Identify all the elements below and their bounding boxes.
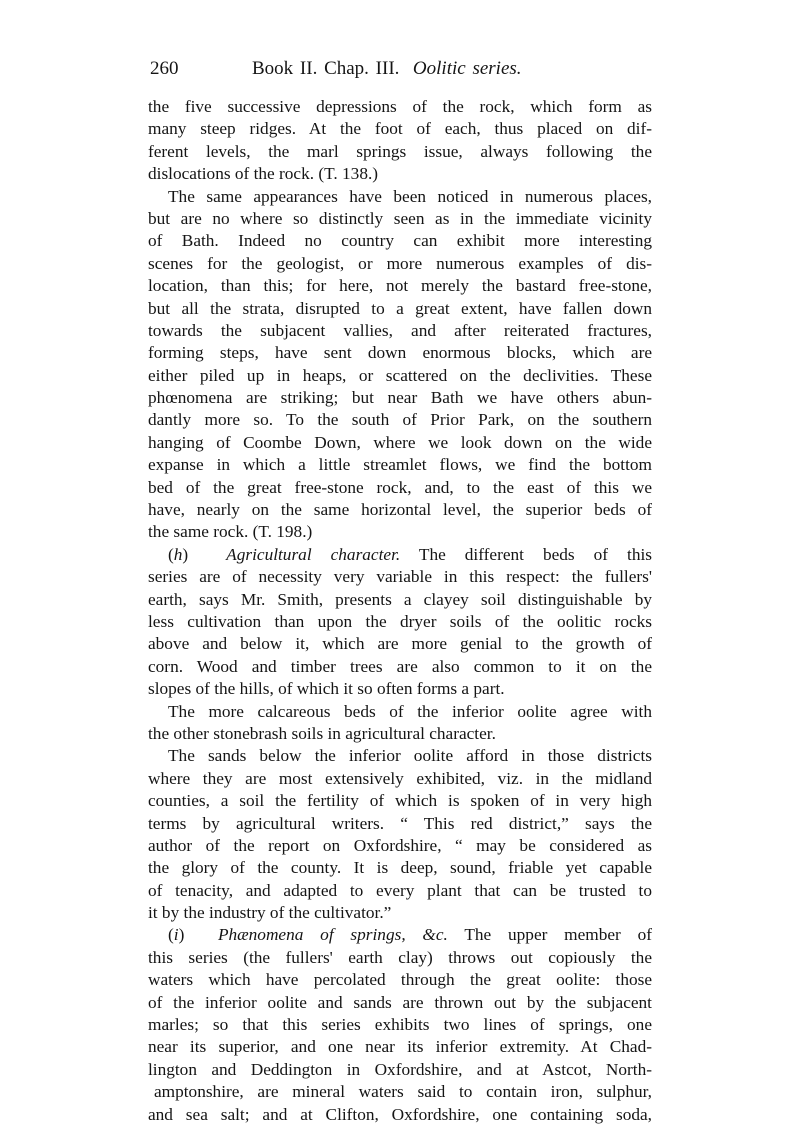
page-number: 260: [150, 58, 179, 79]
text-line: phœnomena are striking; but near Bath we have others abun-: [148, 388, 652, 408]
text-line: dislocations of the rock. (T. 138.): [148, 164, 379, 184]
text-line: the five successive depressions of the rock, which form as: [148, 97, 652, 116]
text-line: terms by agricultural writers. “ This red district,” says the: [148, 813, 652, 833]
text-line: forming steps, have sent down enormous blocks, which are: [148, 343, 652, 363]
body-text: [148, 96, 652, 1126]
text-line: but all the strata, disrupted to a great extent, have fallen down: [148, 298, 652, 318]
page-header: [150, 58, 650, 88]
text-line: but are no where so distinctly seen as in the immediate vicinity: [148, 208, 652, 228]
section-letter-h: h: [173, 544, 183, 564]
text-line: where they are most extensively exhibited, viz. in the midland: [148, 768, 652, 788]
text-line: The more calcareous beds of the inferior oolite agree with: [168, 701, 652, 721]
text-line: ferent levels, the marl springs issue, always following the: [148, 141, 652, 161]
text-line: The same appearances have been noticed in numerous places,: [168, 186, 652, 206]
text-line: the other stonebrash soils in agricultural character.: [148, 723, 496, 743]
text-line: hanging of Coombe Down, where we look down on the wide: [148, 432, 652, 452]
paragraph-2: [148, 186, 652, 544]
running-head: [252, 58, 522, 80]
text-line: dantly more so. To the south of Prior Park, on the southern: [148, 410, 652, 430]
text-line: have, nearly on the same horizontal level, the superior beds of: [148, 500, 652, 520]
text-line: many steep ridges. At the foot of each, thus placed on dif-: [148, 119, 652, 139]
text-line: earth, says Mr. Smith, presents a clayey soil distinguishable by: [148, 589, 652, 609]
text-line: towards the subjacent vallies, and after reiterated fractures,: [148, 320, 652, 340]
paragraph-4: [148, 701, 652, 746]
text-line: series are of necessity very variable in this respect: the fullers': [148, 567, 652, 587]
paragraph-5: [148, 745, 652, 924]
text-line: slopes of the hills, of which it so often forms a part.: [148, 679, 505, 699]
paragraph-1: [148, 96, 652, 186]
paragraph-3: [148, 544, 652, 701]
text-line: corn. Wood and timber trees are also common to it on the: [148, 656, 652, 676]
text-line: of tenacity, and adapted to every plant that can be trusted to: [148, 880, 652, 900]
text-line: amptonshire, are mineral waters said to contain iron, sulphur,: [154, 1082, 652, 1102]
text-line: near its superior, and one near its inferior extremity. At Chad-: [148, 1037, 652, 1057]
text-line: expanse in which a little streamlet flows, we find the bottom: [148, 455, 652, 475]
section-heading-agricultural: Agricultural character.: [226, 544, 401, 564]
text-line: location, than this; for here, not merely the bastard free-stone,: [148, 276, 652, 296]
text-line: and sea salt; and at Clifton, Oxfordshire, one containing soda,: [148, 1104, 652, 1124]
text-line: the same rock. (T. 198.): [148, 522, 313, 542]
text-line: author of the report on Oxfordshire, “ may be considered as: [148, 835, 652, 855]
section-heading-springs: Phænomena of springs, &c.: [217, 925, 448, 945]
text-line: lington and Deddington in Oxfordshire, and at Astcot, North-: [148, 1059, 652, 1079]
text-line: less cultivation than upon the dryer soils of the oolitic rocks: [148, 611, 652, 631]
text-line: either piled up in heaps, or scattered on the declivities. These: [148, 365, 652, 385]
book-chapter: Book II. Chap. III.: [252, 58, 400, 79]
text-line: marles; so that this series exhibits two lines of springs, one: [148, 1015, 652, 1035]
text-line: bed of the great free-stone rock, and, to the east of this we: [148, 477, 652, 497]
text-line: this series (the fullers' earth clay) throws out copiously the: [148, 947, 652, 967]
text-line: The sands below the inferior oolite afford in those districts: [168, 746, 652, 766]
text-line: counties, a soil the fertility of which is spoken of in very high: [148, 791, 652, 811]
text-line: scenes for the geologist, or more numerous examples of dis-: [148, 253, 652, 273]
text-line: waters which have percolated through the great oolite: those: [148, 970, 652, 990]
section-letter-i: i: [173, 925, 179, 945]
text-line: of the inferior oolite and sands are thrown out by the subjacent: [148, 992, 652, 1012]
text-line: above and below it, which are more genial to the growth of: [148, 634, 652, 654]
text-line: it by the industry of the cultivator.”: [148, 903, 392, 923]
text-line: the glory of the county. It is deep, sound, friable yet capable: [148, 858, 652, 878]
section-title: Oolitic series.: [412, 58, 522, 79]
paragraph-6: [148, 924, 652, 1126]
text-line: (h) Agricultural character. The different beds of this: [168, 544, 652, 564]
text-line: of Bath. Indeed no country can exhibit more interesting: [148, 231, 652, 251]
text-line: (i) Phænomena of springs, &c. The upper member of: [168, 925, 652, 945]
